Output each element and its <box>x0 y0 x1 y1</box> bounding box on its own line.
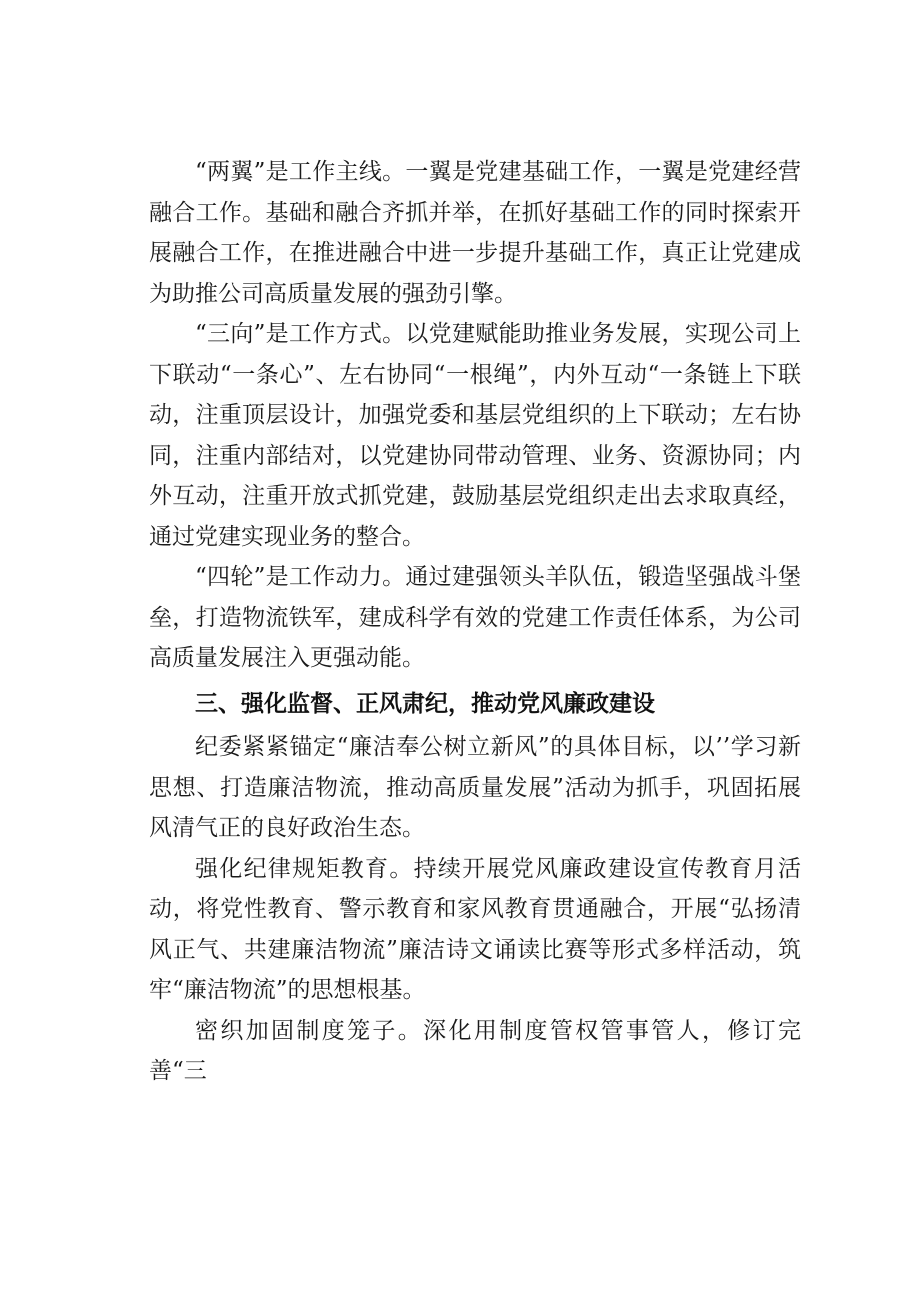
paragraph-institution-cage: 密织加固制度笼子。深化用制度管权管事管人，修订完善“三 <box>149 1017 801 1084</box>
document-body <box>149 152 801 1092</box>
paragraph-discipline-education: 强化纪律规矩教育。持续开展党风廉政建设宣传教育月活动，将党性教育、警示教育和家风教育贯通融合，开展“弘扬清风正气、共建廉洁物流”廉洁诗文诵读比赛等形式多样活动，筑牢“廉洁物流”的思想根基。 <box>149 855 801 1003</box>
paragraph-two-wings: “两翼”是工作主线。一翼是党建基础工作，一翼是党建经营融合工作。基础和融合齐抓并举，在抓好基础工作的同时探索开展融合工作，在推进融合中进一步提升基础工作，真正让党建成为助推公司高质量发展的强劲引擎。 <box>149 159 801 307</box>
paragraph-discipline-goal: 纪委紧紧锚定“廉洁奉公树立新风”的具体目标，以’’学习新思想、打造廉洁物流，推动高质量发展”活动为抓手，巩固拓展风清气正的良好政治生态。 <box>149 734 801 841</box>
paragraph-four-wheels: “四轮”是工作动力。通过建强领头羊队伍，锻造坚强战斗堡垒，打造物流铁军，建成科学有效的党建工作责任体系，为公司高质量发展注入更强动能。 <box>149 564 801 671</box>
paragraph-three-directions: “三向”是工作方式。以党建赋能助推业务发展，实现公司上下联动“一条心”、左右协同“一根绳”，内外互动“一条链上下联动，注重顶层设计，加强党委和基层党组织的上下联动；左右协同，注重内部结对，以党建协同带动管理、业务、资源协同；内外互动，注重开放式抓党建，鼓励基层党组织走出去求取真经，通过党建实现业务的整合。 <box>149 321 801 550</box>
section-heading: 三、强化监督、正风肃纪，推动党风廉政建设 <box>195 690 655 717</box>
